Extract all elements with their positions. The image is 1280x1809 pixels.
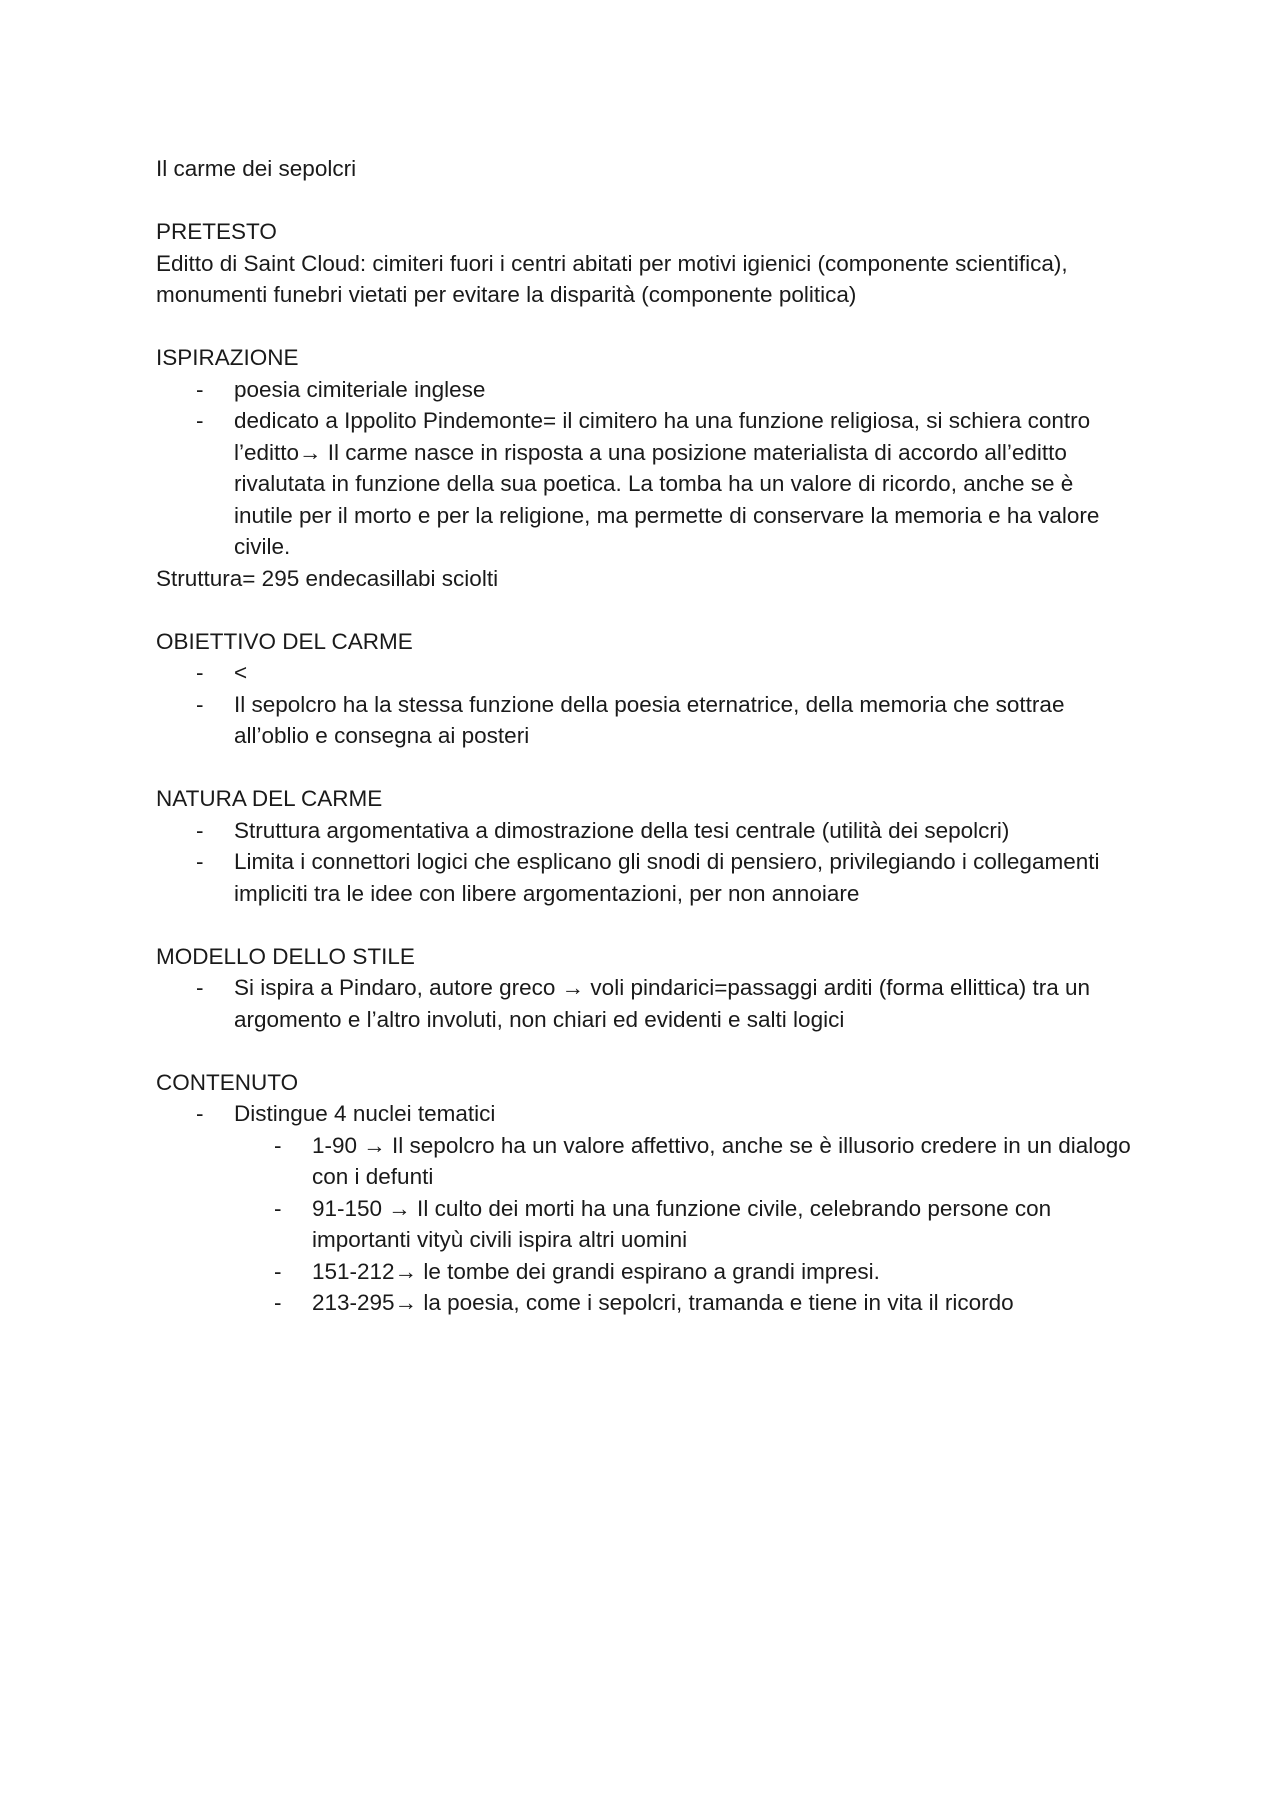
section-heading-modello: MODELLO DELLO STILE <box>156 943 415 969</box>
sub-list-item <box>156 1287 1136 1319</box>
section-heading-pretesto: PRETESTO <box>156 219 277 244</box>
bullet-dash: - <box>196 408 204 433</box>
bullet-dash: - <box>274 1195 282 1221</box>
pretesto-paragraph: Editto di Saint Cloud: cimiteri fuori i centri abitati per motivi igienici (componente scientifica), monumenti funebri vietati per evitare la disparità (componente politica) <box>156 250 1068 307</box>
bullet-dash: - <box>196 817 204 843</box>
bullet-dash: - <box>196 660 204 685</box>
sub-list-item <box>156 1130 1136 1193</box>
list-item <box>156 374 1136 406</box>
bullet-dash: - <box>274 1132 282 1158</box>
bullet-dash: - <box>196 975 204 1000</box>
section-heading-obiettivo: OBIETTIVO DEL CARME <box>156 628 413 654</box>
list-item-text: Il sepolcro ha la stessa funzione della poesia eternatrice, della memoria che sottrae all’oblio e consegna ai posteri <box>234 691 1065 748</box>
section-heading-contenuto: CONTENUTO <box>156 1069 299 1095</box>
list-item-text: Distingue 4 nuclei tematici <box>234 1101 496 1126</box>
list-item <box>156 1098 1136 1130</box>
section-heading-natura: NATURA DEL CARME <box>156 786 383 811</box>
list-item-text: Si ispira a Pindaro, autore greco → voli pindarici=passaggi arditi (forma ellittica) tra un argomento e l’altro involuti, non chiari ed evidenti e salti logici <box>234 975 1091 1032</box>
list-item-text: Limita i connettori logici che esplicano gli snodi di pensiero, privilegiando i collegamenti impliciti tra le idee con libere argomentazioni, per non annoiare <box>234 849 1100 906</box>
list-item <box>156 689 1136 752</box>
list-item-text: dedicato a Ippolito Pindemonte= il cimitero ha una funzione religiosa, si schiera contro l’editto→ Il carme nasce in risposta a una posizione materialista di accordo all’editto rivalutata in funzione della sua poetica. La tomba ha un valore di ricordo, anche se è inutile per il morto e per la religione, ma permette di conservare la memoria e ha valore civile. <box>234 408 1100 559</box>
list-item <box>156 657 1136 689</box>
sub-list-item <box>156 1193 1136 1256</box>
list-item-text: poesia cimiteriale inglese <box>234 376 486 402</box>
bullet-dash: - <box>196 849 204 874</box>
bullet-dash: - <box>196 376 204 402</box>
list-item <box>156 972 1136 1035</box>
list-item <box>156 405 1136 563</box>
document-title: Il carme dei sepolcri <box>156 156 357 181</box>
section-heading-ispirazione: ISPIRAZIONE <box>156 345 299 370</box>
bullet-dash: - <box>196 691 204 717</box>
list-item <box>156 846 1136 909</box>
struttura-note: Struttura= 295 endecasillabi sciolti <box>156 565 499 591</box>
list-item-text: Struttura argomentativa a dimostrazione della tesi centrale (utilità dei sepolcri) <box>234 817 1010 843</box>
sub-list-item-text: 151-212→ le tombe dei grandi espirano a grandi impresi. <box>312 1258 880 1284</box>
sub-list-item-text: 1-90 → Il sepolcro ha un valore affettivo, anche se è illusorio credere in un dialogo con i defunti <box>312 1132 1131 1189</box>
bullet-dash: - <box>274 1290 282 1315</box>
bullet-dash: - <box>196 1101 204 1126</box>
sub-list-item-text: 213-295→ la poesia, come i sepolcri, tramanda e tiene in vita il ricordo <box>312 1290 1014 1315</box>
sub-list-item <box>156 1256 1136 1288</box>
document-body <box>156 153 1136 1319</box>
sub-list-item-text: 91-150 → Il culto dei morti ha una funzione civile, celebrando persone con importanti vityù civili ispira altri uomini <box>312 1195 1052 1252</box>
list-item <box>156 815 1136 847</box>
bullet-dash: - <box>274 1258 282 1284</box>
list-item-text: < <box>234 660 248 685</box>
